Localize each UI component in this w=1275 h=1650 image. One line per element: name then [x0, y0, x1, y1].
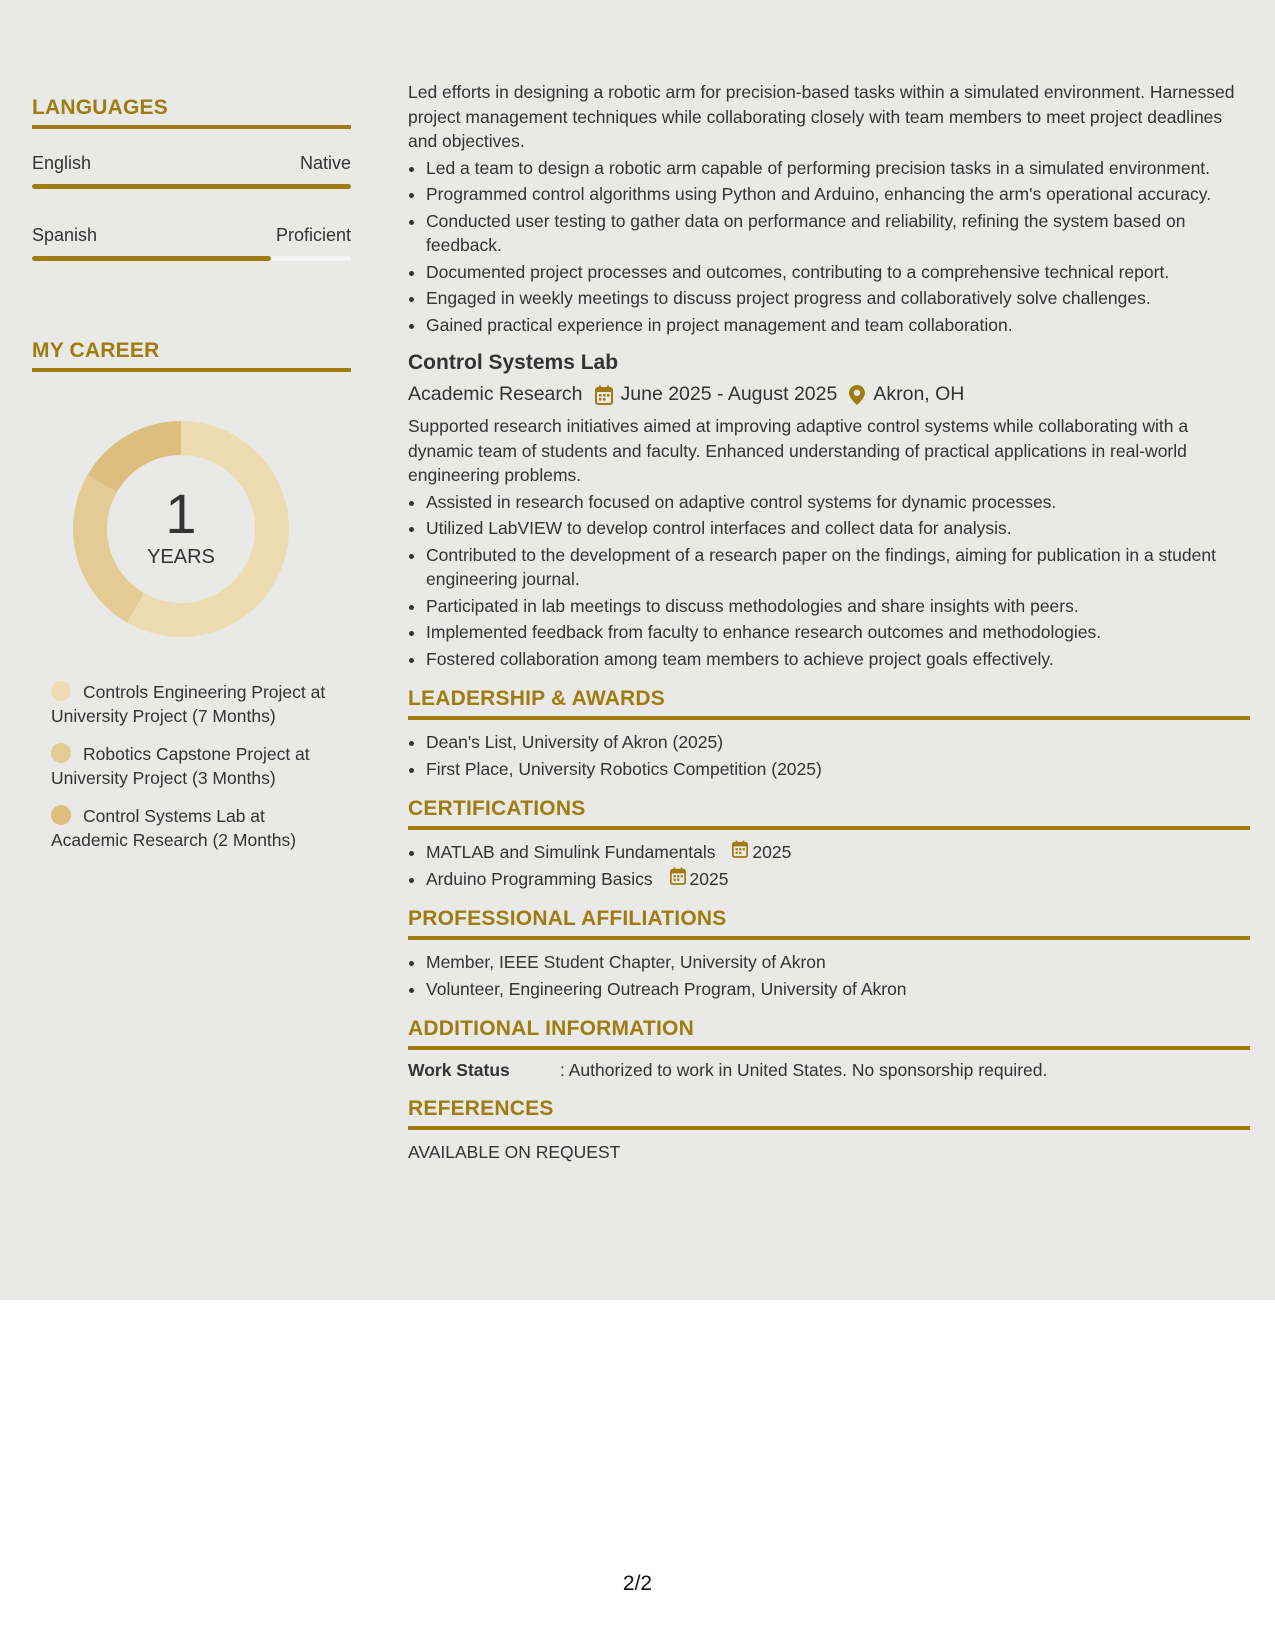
job-summary: Supported research initiatives aimed at improving adaptive control systems while collaborating with a dynamic team of students and faculty. Enhanced understanding of practical applications in real-world engineering problems.: [408, 416, 1189, 485]
list-item: • Documented project processes and outcomes, contributing to a comprehensive technical report.: [426, 260, 1250, 285]
job-summary: Led efforts in designing a robotic arm for precision-based tasks within a simulated environment. Harnessed project management techniques while collaborating closely with team members to meet project deadlines and objectives.: [408, 82, 1235, 151]
calendar-icon: [595, 385, 613, 405]
legend-label: Control Systems Lab at Academic Research (2 Months): [51, 806, 297, 850]
language-item: [32, 153, 351, 189]
list-item: • Utilized LabVIEW to develop control interfaces and collect data for analysis.: [426, 516, 1250, 541]
job-bullets: [408, 490, 1250, 672]
career-heading: MY CAREER: [32, 339, 351, 372]
list-item: [426, 867, 1250, 892]
languages-heading: LANGUAGES: [32, 96, 351, 129]
leadership-section: [408, 687, 1250, 781]
language-proficiency-fill: [32, 184, 351, 189]
calendar-icon: [732, 840, 752, 865]
legend-dot: [51, 681, 71, 701]
job-dates: June 2025 - August 2025: [620, 383, 838, 405]
legend-label: Robotics Capstone Project at University Project (3 Months): [51, 744, 310, 788]
legend-label: Controls Engineering Project at University Project (7 Months): [51, 682, 326, 726]
career-total-years: 1: [165, 482, 197, 545]
language-proficiency-bar: [32, 184, 351, 189]
additional-info-section: [408, 1017, 1250, 1081]
legend-item: [51, 742, 341, 790]
work-status-label: Work Status: [408, 1060, 510, 1080]
job-meta: [408, 383, 1250, 406]
job-bullets: [408, 156, 1250, 338]
left-column: [32, 96, 351, 866]
affiliations-section: [408, 907, 1250, 1001]
language-proficiency-bar: [32, 256, 351, 261]
certification-name: MATLAB and Simulink Fundamentals: [426, 842, 716, 862]
list-item: • Engaged in weekly meetings to discuss project progress and collaboratively solve challenges.: [426, 286, 1250, 311]
list-item: • Programmed control algorithms using Python and Arduino, enhancing the arm's operational accuracy.: [426, 182, 1250, 207]
certifications-heading: CERTIFICATIONS: [408, 797, 1250, 830]
list-item: • Contributed to the development of a research paper on the findings, aiming for publication in a student engineering journal.: [426, 543, 1250, 592]
legend-dot: [51, 805, 71, 825]
list-item: • Gained practical experience in project management and team collaboration.: [426, 313, 1250, 338]
language-proficiency-fill: [32, 256, 271, 261]
list-item: • First Place, University Robotics Competition (2025): [426, 757, 1250, 782]
certifications-section: [408, 797, 1250, 891]
affiliations-heading: PROFESSIONAL AFFILIATIONS: [408, 907, 1250, 940]
career-total-unit: YEARS: [147, 546, 215, 568]
additional-info-heading: ADDITIONAL INFORMATION: [408, 1017, 1250, 1050]
certification-year: 2025: [752, 842, 792, 862]
language-level: Native: [299, 153, 351, 173]
list-item: [426, 840, 1250, 865]
career-donut-chart: [66, 414, 296, 644]
list-item: • Implemented feedback from faculty to enhance research outcomes and methodologies.: [426, 620, 1250, 645]
job-title: Control Systems Lab: [408, 351, 619, 374]
work-status-row: [408, 1060, 1250, 1081]
references-section: [408, 1097, 1250, 1163]
legend-item: [51, 680, 341, 728]
career-legend: [51, 680, 341, 852]
list-item: • Assisted in research focused on adaptive control systems for dynamic processes.: [426, 490, 1250, 515]
certification-year: 2025: [689, 868, 729, 889]
legend-item: [51, 804, 341, 852]
list-item: • Conducted user testing to gather data on performance and reliability, refining the system based on feedback.: [426, 209, 1250, 258]
work-status-value: : Authorized to work in United States. No sponsorship required.: [560, 1060, 1048, 1080]
list-item: • Volunteer, Engineering Outreach Program, University of Akron: [426, 977, 1250, 1002]
references-heading: REFERENCES: [408, 1097, 1250, 1130]
references-text: AVAILABLE ON REQUEST: [408, 1142, 621, 1162]
job-location: Akron, OH: [873, 383, 965, 405]
language-name: Spanish: [32, 225, 98, 245]
job-organization: Academic Research: [408, 383, 583, 405]
list-item: • Fostered collaboration among team members to achieve project goals effectively.: [426, 647, 1250, 672]
list-item: • Led a team to design a robotic arm capable of performing precision tasks in a simulated environment.: [426, 156, 1250, 181]
language-item: [32, 225, 351, 261]
leadership-heading: LEADERSHIP & AWARDS: [408, 687, 1250, 720]
language-name: English: [32, 153, 92, 173]
certification-name: Arduino Programming Basics: [426, 868, 653, 889]
page-number: 2/2: [622, 1572, 653, 1595]
language-level: Proficient: [275, 225, 351, 245]
list-item: • Participated in lab meetings to discuss methodologies and share insights with peers.: [426, 594, 1250, 619]
calendar-icon: [670, 867, 690, 892]
list-item: • Member, IEEE Student Chapter, University of Akron: [426, 950, 1250, 975]
location-pin-icon: [849, 385, 865, 405]
right-column: [408, 80, 1250, 1163]
list-item: • Dean's List, University of Akron (2025): [426, 730, 1250, 755]
legend-dot: [51, 743, 71, 763]
